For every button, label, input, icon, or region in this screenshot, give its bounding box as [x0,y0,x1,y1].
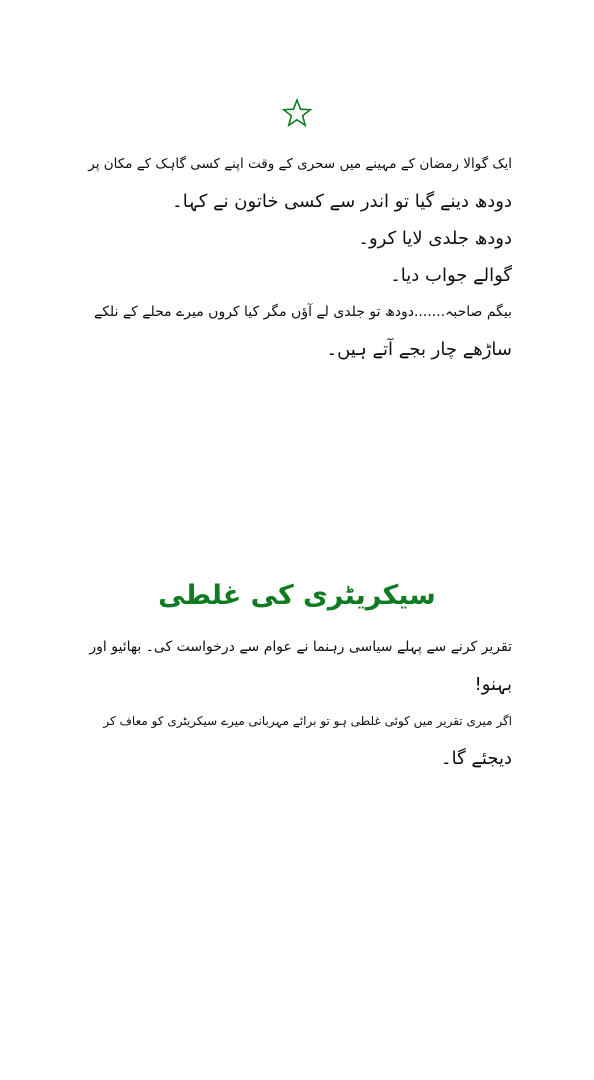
section-heading: سیکریٹری کی غلطی [158,580,436,611]
story-text-milkman [88,146,512,368]
story-text-secretary [88,629,512,777]
story-line: اگر میری تقریر میں کوئی غلطی ہو تو برائے مہربانی میرے سیکریٹری کو معاف کر [103,714,512,728]
story-line: دودھ دینے گیا تو اندر سے کسی خاتون نے کہا۔ [172,191,512,212]
story-line: دودھ جلدی لایا کرو۔ [358,228,512,249]
story-line: ایک گوالا رمضان کے مہینے میں سحری کے وقت اپنے کسی گاہک کے مکان پر [88,156,512,172]
star-outline-icon [282,98,312,128]
story-line: تقریر کرنے سے پہلے سیاسی رہنما نے عوام سے درخواست کی۔ بھائیو اور [89,639,512,655]
story-line: دیجئے گا۔ [441,748,512,769]
story-line: بیگم صاحبہ.......دودھ تو جلدی لے آؤں مگر کیا کروں میرے محلے کے نلکے [94,304,512,320]
story-line: بہنو! [474,674,512,695]
story-line: ساڑھے چار بجے آتے ہیں۔ [326,339,512,360]
story-line: گوالے جواب دیا۔ [390,265,512,286]
